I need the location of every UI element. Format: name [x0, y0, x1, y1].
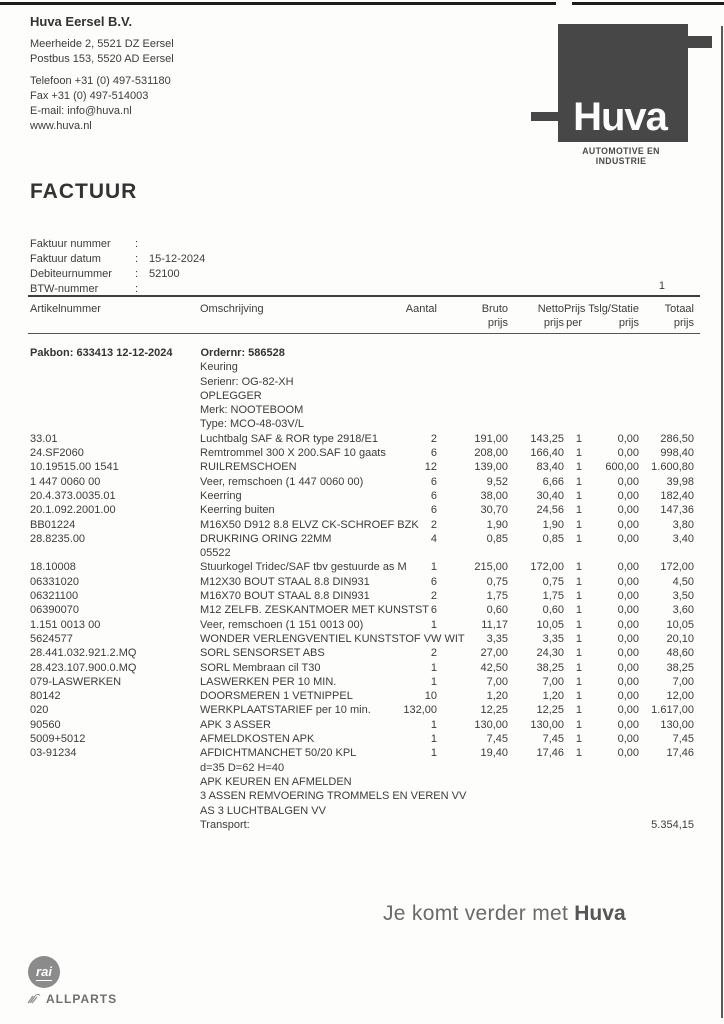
cell-prijs-per: 1 — [575, 747, 582, 760]
cell-artikelnummer: 28.441.032.921.2.MQ — [30, 647, 137, 660]
table-row — [30, 432, 694, 446]
col-header-artikelnummer: Artikelnummer — [30, 303, 101, 315]
cell-netto-prijs: 17,46 — [536, 747, 564, 760]
cell-bruto-prijs: 0,85 — [486, 532, 508, 545]
table-row — [30, 446, 694, 460]
col-header-bruto-prijs: Bruto prijs — [481, 303, 508, 329]
scan-top-border-gap — [556, 1, 572, 6]
description-line: Serienr: OG-82-XH — [200, 375, 294, 388]
col-header-omschrijving: Omschrijving — [200, 303, 264, 315]
cell-omschrijving: Stuurkogel Tridec/SAF tbv gestuurde as M — [200, 561, 407, 574]
meta-value-faktuur-datum: 15-12-2024 — [149, 253, 206, 265]
cell-bruto-prijs: 0,60 — [486, 604, 508, 617]
cell-prijs-per: 1 — [575, 704, 582, 717]
cell-bruto-prijs: 3,35 — [486, 632, 508, 645]
cell-omschrijving: AFMELDKOSTEN APK — [200, 733, 315, 746]
meta-label-btw-nummer: BTW-nummer — [30, 283, 99, 295]
cell-prijs-per: 1 — [575, 618, 582, 631]
table-row — [30, 703, 694, 717]
cell-tslg-prijs: 0,00 — [617, 747, 639, 760]
cell-aantal: 2 — [430, 590, 437, 603]
table-body — [30, 346, 694, 832]
cell-omschrijving: Keerring — [200, 489, 242, 502]
cell-netto-prijs: 143,25 — [530, 432, 564, 445]
cell-aantal: 6 — [430, 575, 437, 588]
cell-artikelnummer: 10.19515.00 1541 — [30, 461, 119, 474]
cell-totaal-prijs: 38,25 — [666, 661, 694, 674]
row-continuation: d=35 D=62 H=40 — [200, 761, 285, 774]
company-address-1: Meerheide 2, 5521 DZ Eersel — [30, 38, 174, 50]
cell-aantal: 2 — [430, 518, 437, 531]
cell-totaal-prijs: 998,40 — [660, 447, 694, 460]
cell-omschrijving: RUILREMSCHOEN — [200, 461, 297, 474]
cell-artikelnummer: 80142 — [30, 690, 61, 703]
meta-value-faktuur-nummer — [149, 237, 205, 252]
meta-separator: : — [135, 268, 139, 280]
cell-aantal: 6 — [430, 475, 437, 488]
cell-totaal-prijs: 130,00 — [660, 718, 694, 731]
cell-artikelnummer: 020 — [30, 704, 49, 717]
table-row — [30, 475, 694, 489]
huva-logo-right-tab — [686, 36, 712, 48]
scan-right-border — [721, 26, 723, 1018]
meta-label-faktuur-nummer: Faktuur nummer — [30, 238, 111, 250]
cell-netto-prijs: 38,25 — [536, 661, 564, 674]
cell-bruto-prijs: 215,00 — [474, 561, 508, 574]
cell-aantal: 2 — [430, 647, 437, 660]
company-fax: Fax +31 (0) 497-514003 — [30, 90, 149, 102]
cell-netto-prijs: 6,66 — [542, 475, 564, 488]
cell-artikelnummer: 03-91234 — [30, 747, 77, 760]
table-row — [30, 632, 694, 646]
cell-bruto-prijs: 30,70 — [480, 504, 508, 517]
huva-logo-tagline: AUTOMOTIVE EN INDUSTRIE — [582, 146, 660, 166]
allparts-logo — [26, 992, 117, 1006]
cell-tslg-prijs: 0,00 — [617, 733, 639, 746]
company-email: E-mail: info@huva.nl — [30, 105, 132, 117]
cell-aantal: 1 — [430, 718, 437, 731]
cell-omschrijving: AFDICHTMANCHET 50/20 KPL — [200, 747, 357, 760]
table-row — [30, 503, 694, 517]
col-header-tslg-statie-prijs: Tslg/Statie prijs — [588, 303, 639, 329]
table-row — [30, 489, 694, 503]
cell-netto-prijs: 10,05 — [536, 618, 564, 631]
cell-tslg-prijs: 0,00 — [617, 447, 639, 460]
meta-label-debiteurnummer: Debiteurnummer — [30, 268, 112, 280]
table-row — [30, 675, 694, 689]
cell-tslg-prijs: 0,00 — [617, 504, 639, 517]
cell-aantal: 1 — [430, 747, 437, 760]
cell-tslg-prijs: 0,00 — [617, 518, 639, 531]
cell-omschrijving: M12 ZELFB. ZESKANTMOER MET KUNSTST — [200, 604, 429, 617]
cell-prijs-per: 1 — [575, 575, 582, 588]
description-line: OPLEGGER — [200, 389, 262, 402]
note-lines — [30, 775, 694, 818]
meta-separator: : — [135, 238, 139, 250]
intro-lines — [30, 360, 694, 431]
cell-totaal-prijs: 7,00 — [672, 675, 694, 688]
cell-prijs-per: 1 — [575, 632, 582, 645]
company-phone: Telefoon +31 (0) 497-531180 — [30, 75, 171, 87]
cell-artikelnummer: 06321100 — [30, 590, 79, 603]
cell-totaal-prijs: 182,40 — [660, 489, 694, 502]
meta-separator: : — [135, 253, 139, 265]
cell-totaal-prijs: 172,00 — [660, 561, 694, 574]
cell-tslg-prijs: 0,00 — [617, 618, 639, 631]
cell-bruto-prijs: 27,00 — [480, 647, 508, 660]
table-row — [30, 746, 694, 775]
cell-netto-prijs: 0,75 — [542, 575, 564, 588]
cell-prijs-per: 1 — [575, 518, 582, 531]
table-row — [30, 518, 694, 532]
cell-totaal-prijs: 7,45 — [672, 733, 694, 746]
cell-aantal: 6 — [430, 489, 437, 502]
table-rows — [30, 432, 694, 775]
table-row — [30, 560, 694, 574]
cell-totaal-prijs: 147,36 — [660, 504, 694, 517]
cell-netto-prijs: 24,30 — [536, 647, 564, 660]
cell-omschrijving: DOORSMEREN 1 VETNIPPEL — [200, 690, 353, 703]
cell-totaal-prijs: 3,80 — [672, 518, 694, 531]
allparts-text: ALLPARTS — [46, 992, 118, 1006]
cell-tslg-prijs: 0,00 — [617, 661, 639, 674]
company-address-2: Postbus 153, 5520 AD Eersel — [30, 53, 174, 65]
cell-prijs-per: 1 — [575, 661, 582, 674]
table-row — [30, 661, 694, 675]
slogan-text: Je komt verder met — [383, 902, 575, 925]
cell-tslg-prijs: 0,00 — [617, 704, 639, 717]
cell-omschrijving: SORL Membraan cil T30 — [200, 661, 321, 674]
cell-aantal: 10 — [424, 690, 437, 703]
col-header-prijs-per: Prijs per — [564, 303, 586, 329]
cell-totaal-prijs: 1.617,00 — [651, 704, 694, 717]
cell-bruto-prijs: 1,75 — [486, 590, 508, 603]
table-row — [30, 603, 694, 617]
cell-prijs-per: 1 — [575, 675, 582, 688]
cell-aantal: 1 — [430, 733, 437, 746]
cell-omschrijving: WONDER VERLENGVENTIEL KUNSTSTOF VW WIT — [200, 632, 465, 645]
cell-omschrijving: M16X50 D912 8.8 ELVZ CK-SCHROEF BZK — [200, 518, 419, 531]
cell-prijs-per: 1 — [575, 504, 582, 517]
cell-bruto-prijs: 38,00 — [480, 489, 508, 502]
cell-omschrijving: LASWERKEN PER 10 MIN. — [200, 675, 337, 688]
cell-tslg-prijs: 0,00 — [617, 604, 639, 617]
cell-netto-prijs: 7,00 — [542, 675, 564, 688]
cell-totaal-prijs: 4,50 — [672, 575, 694, 588]
table-row — [30, 575, 694, 589]
table-header — [30, 302, 694, 330]
invoice-meta — [30, 237, 205, 297]
cell-omschrijving: M12X30 BOUT STAAL 8.8 DIN931 — [200, 575, 370, 588]
table-row — [30, 532, 694, 561]
cell-prijs-per: 1 — [575, 604, 582, 617]
description-line: Type: MCO-48-03V/L — [200, 418, 304, 431]
table-row — [30, 689, 694, 703]
cell-tslg-prijs: 0,00 — [617, 489, 639, 502]
cell-totaal-prijs: 3,50 — [672, 590, 694, 603]
cell-omschrijving: DRUKRING ORING 22MM — [200, 532, 332, 545]
cell-netto-prijs: 3,35 — [542, 632, 564, 645]
cell-omschrijving: M16X70 BOUT STAAL 8.8 DIN931 — [200, 590, 370, 603]
cell-tslg-prijs: 0,00 — [617, 647, 639, 660]
cell-artikelnummer: 079-LASWERKEN — [30, 675, 122, 688]
cell-aantal: 1 — [430, 618, 437, 631]
huva-logo-wordmark: Huva — [573, 95, 667, 139]
cell-bruto-prijs: 1,90 — [486, 518, 508, 531]
rai-logo-text: rai — [36, 963, 52, 979]
page-number: 1 — [658, 280, 665, 292]
slogan-brand: Huva — [574, 902, 626, 925]
cell-tslg-prijs: 0,00 — [617, 675, 639, 688]
cell-prijs-per: 1 — [575, 447, 582, 460]
cell-aantal: 132,00 — [403, 704, 437, 717]
cell-prijs-per: 1 — [575, 733, 582, 746]
cell-tslg-prijs: 0,00 — [617, 632, 639, 645]
cell-artikelnummer: 33.01 — [30, 432, 58, 445]
table-row — [30, 646, 694, 660]
cell-tslg-prijs: 0,00 — [617, 590, 639, 603]
cell-aantal: 1 — [430, 561, 437, 574]
cell-omschrijving: WERKPLAATSTARIEF per 10 min. — [200, 704, 371, 717]
cell-artikelnummer: 1.151 0013 00 — [30, 618, 101, 631]
cell-bruto-prijs: 42,50 — [480, 661, 508, 674]
description-line: APK KEUREN EN AFMELDEN — [200, 775, 352, 788]
cell-bruto-prijs: 191,00 — [474, 432, 508, 445]
cell-prijs-per: 1 — [575, 647, 582, 660]
cell-aantal: 2 — [430, 432, 437, 445]
cell-netto-prijs: 1,90 — [542, 518, 564, 531]
cell-bruto-prijs: 7,45 — [486, 733, 508, 746]
cell-totaal-prijs: 10,05 — [666, 618, 694, 631]
cell-aantal: 6 — [430, 447, 437, 460]
cell-totaal-prijs: 1.600,80 — [651, 461, 694, 474]
cell-netto-prijs: 12,25 — [536, 704, 564, 717]
cell-aantal: 1 — [430, 661, 437, 674]
cell-bruto-prijs: 139,00 — [474, 461, 508, 474]
cell-netto-prijs: 0,60 — [542, 604, 564, 617]
cell-omschrijving: Veer, remschoen (1 447 0060 00) — [200, 475, 364, 488]
cell-aantal: 12 — [424, 461, 437, 474]
cell-tslg-prijs: 0,00 — [617, 718, 639, 731]
cell-prijs-per: 1 — [575, 432, 582, 445]
cell-bruto-prijs: 0,75 — [486, 575, 508, 588]
cell-totaal-prijs: 17,46 — [666, 747, 694, 760]
cell-bruto-prijs: 12,25 — [480, 704, 508, 717]
cell-tslg-prijs: 0,00 — [617, 690, 639, 703]
description-line: AS 3 LUCHTBALGEN VV — [200, 804, 326, 817]
cell-omschrijving: Veer, remschoen (1 151 0013 00) — [200, 618, 364, 631]
cell-prijs-per: 1 — [575, 532, 582, 545]
cell-omschrijving: Keerring buiten — [200, 504, 275, 517]
col-header-aantal: Aantal — [405, 303, 437, 315]
page-title: FACTUUR — [30, 180, 138, 203]
cell-tslg-prijs: 0,00 — [617, 532, 639, 545]
cell-totaal-prijs: 3,60 — [672, 604, 694, 617]
cell-netto-prijs: 7,45 — [542, 733, 564, 746]
cell-artikelnummer: BB01224 — [30, 518, 76, 531]
cell-netto-prijs: 1,75 — [542, 590, 564, 603]
description-line: 3 ASSEN REMVOERING TROMMELS EN VEREN VV — [200, 790, 467, 803]
cell-omschrijving: APK 3 ASSER — [200, 718, 271, 731]
huva-logo — [558, 24, 688, 142]
cell-artikelnummer: 1 447 0060 00 — [30, 475, 101, 488]
cell-aantal: 4 — [430, 532, 437, 545]
allparts-icon — [26, 992, 42, 1006]
cell-bruto-prijs: 7,00 — [486, 675, 508, 688]
table-row — [30, 732, 694, 746]
cell-artikelnummer: 06390070 — [30, 604, 79, 617]
rai-logo — [28, 956, 60, 988]
cell-artikelnummer: 24.SF2060 — [30, 447, 84, 460]
meta-label-faktuur-datum: Faktuur datum — [30, 253, 101, 265]
cell-bruto-prijs: 11,17 — [481, 618, 508, 631]
cell-prijs-per: 1 — [575, 489, 582, 502]
ordernr-label: Ordernr: 586528 — [200, 347, 285, 359]
cell-bruto-prijs: 1,20 — [486, 690, 508, 703]
cell-omschrijving: SORL SENSORSET ABS — [200, 647, 325, 660]
cell-artikelnummer: 20.1.092.2001.00 — [30, 504, 116, 517]
cell-totaal-prijs: 286,50 — [660, 432, 694, 445]
pakbon-label: Pakbon: 633413 12-12-2024 — [30, 347, 173, 359]
table-row — [30, 618, 694, 632]
cell-tslg-prijs: 600,00 — [605, 461, 639, 474]
cell-netto-prijs: 130,00 — [530, 718, 564, 731]
description-line: Merk: NOOTEBOOM — [200, 404, 304, 417]
cell-netto-prijs: 172,00 — [530, 561, 564, 574]
cell-netto-prijs: 83,40 — [536, 461, 564, 474]
col-header-netto-prijs: Netto prijs — [537, 303, 564, 329]
cell-prijs-per: 1 — [575, 718, 582, 731]
cell-prijs-per: 1 — [575, 561, 582, 574]
footer-slogan — [383, 902, 626, 926]
cell-prijs-per: 1 — [575, 590, 582, 603]
cell-omschrijving: Luchtbalg SAF & ROR type 2918/E1 — [200, 432, 378, 445]
cell-tslg-prijs: 0,00 — [617, 432, 639, 445]
cell-totaal-prijs: 20,10 — [666, 632, 694, 645]
meta-value-debiteurnummer: 52100 — [149, 268, 180, 280]
cell-netto-prijs: 30,40 — [536, 489, 564, 502]
huva-logo-left-bar — [531, 112, 561, 121]
transport-label: Transport: — [200, 818, 250, 831]
cell-netto-prijs: 1,20 — [542, 690, 564, 703]
cell-totaal-prijs: 48,60 — [666, 647, 694, 660]
company-block — [30, 14, 174, 134]
meta-divider-rule — [28, 295, 700, 297]
cell-artikelnummer: 28.8235.00 — [30, 532, 86, 545]
cell-totaal-prijs: 12,00 — [666, 690, 694, 703]
table-row — [30, 460, 694, 474]
cell-prijs-per: 1 — [575, 475, 582, 488]
cell-bruto-prijs: 208,00 — [474, 447, 508, 460]
cell-artikelnummer: 20.4.373.0035.01 — [30, 489, 116, 502]
cell-netto-prijs: 166,40 — [530, 447, 564, 460]
cell-artikelnummer: 90560 — [30, 718, 61, 731]
cell-tslg-prijs: 0,00 — [617, 575, 639, 588]
cell-artikelnummer: 5009+5012 — [30, 733, 86, 746]
cell-totaal-prijs: 3,40 — [672, 532, 694, 545]
cell-artikelnummer: 06331020 — [30, 575, 79, 588]
cell-aantal: 6 — [430, 604, 437, 617]
cell-prijs-per: 1 — [575, 690, 582, 703]
cell-artikelnummer: 5624577 — [30, 632, 73, 645]
company-name: Huva Eersel B.V. — [30, 14, 133, 29]
cell-tslg-prijs: 0,00 — [617, 475, 639, 488]
cell-aantal — [385, 632, 437, 646]
cell-bruto-prijs: 130,00 — [474, 718, 508, 731]
transport-value: 5.354,15 — [651, 818, 694, 831]
cell-bruto-prijs: 9,52 — [486, 475, 508, 488]
cell-tslg-prijs: 0,00 — [617, 561, 639, 574]
col-header-totaal-prijs: Totaal prijs — [664, 303, 694, 329]
cell-bruto-prijs: 19,40 — [480, 747, 508, 760]
description-line: Keuring — [200, 361, 238, 374]
cell-omschrijving: Remtrommel 300 X 200.SAF 10 gaats — [200, 447, 386, 460]
scan-top-border — [0, 2, 724, 5]
table-row — [30, 718, 694, 732]
cell-netto-prijs: 0,85 — [542, 532, 564, 545]
cell-artikelnummer: 28.423.107.900.0.MQ — [30, 661, 137, 674]
cell-artikelnummer: 18.10008 — [30, 561, 76, 574]
cell-aantal: 1 — [430, 675, 437, 688]
transport-row — [30, 818, 694, 832]
cell-netto-prijs: 24,56 — [536, 504, 564, 517]
cell-prijs-per: 1 — [575, 461, 582, 474]
header-divider-rule — [28, 333, 700, 334]
cell-aantal: 6 — [430, 504, 437, 517]
pakbon-order-line — [30, 346, 694, 360]
table-row — [30, 589, 694, 603]
company-website: www.huva.nl — [30, 120, 92, 132]
meta-separator: : — [135, 283, 139, 295]
row-continuation: 05522 — [200, 547, 231, 560]
cell-totaal-prijs: 39,98 — [666, 475, 694, 488]
